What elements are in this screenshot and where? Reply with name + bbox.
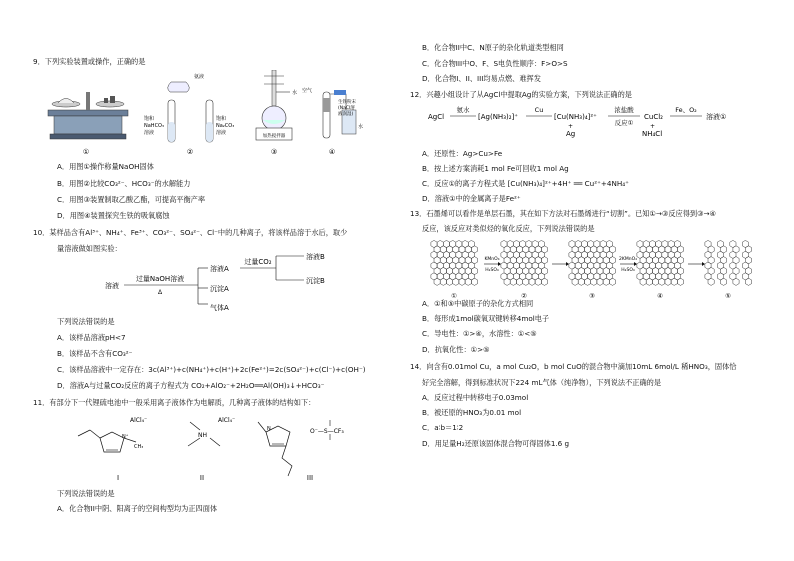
q13-stem-line2: 反应，该反应对类似烃的氧化反应，下列说法错误的是 <box>422 224 595 233</box>
q14-option-c: C．a∶b＝1∶2 <box>422 423 464 432</box>
q9-option-c: C．用图③装置制取乙酸乙酯，可提高平衡产率 <box>57 195 206 204</box>
q11-stem: 11．有部分下一代锂硫电池中一般采用离子液体作为电解质，几种离子液体的结构如下： <box>33 398 316 407</box>
svg-text:反应①: 反应① <box>614 119 634 127</box>
svg-text:[Ag(NH₃)₂]⁺: [Ag(NH₃)₂]⁺ <box>478 113 518 121</box>
svg-text:Ag: Ag <box>566 130 576 138</box>
svg-text:溶液①: 溶液① <box>706 113 727 121</box>
svg-text:III: III <box>306 474 314 482</box>
q9-option-d: D．用图④装置探究生铁的吸氧腐蚀 <box>57 211 170 220</box>
q9-figures <box>40 70 380 162</box>
q13-option-d: D．抗氧化性：①>⑤ <box>422 345 490 354</box>
svg-text:沉淀A: 沉淀A <box>210 285 229 293</box>
graphene-panel-5 <box>705 240 752 285</box>
svg-text:Fe、O₂: Fe、O₂ <box>675 106 697 114</box>
fig-num-3: ③ <box>270 148 278 156</box>
svg-text:溶液: 溶液 <box>216 130 227 136</box>
q10-stem-line1: 10．某样品含有Al³⁺、NH₄⁺、Fe³⁺、CO₃²⁻、SO₄²⁻、Cl⁻中的几种离子，将该样品溶于水后，取少 <box>33 228 348 237</box>
svg-text:I: I <box>116 474 120 482</box>
q14-option-d: D．用足量H₂还原该固体混合物可得固体1.6 g <box>422 439 570 448</box>
graphene-arrow-bottom-1: H₂SO₄ <box>485 268 499 273</box>
svg-text:+: + <box>568 123 574 130</box>
balance-figure <box>48 92 128 139</box>
svg-text:生铁粉末: 生铁粉末 <box>338 100 356 105</box>
svg-text:AlCl₄⁻: AlCl₄⁻ <box>130 417 148 424</box>
svg-text:气体A: 气体A <box>210 304 229 312</box>
q11-option-a: A．化合物II中阴、阳离子的空间构型均为正四面体 <box>57 504 218 513</box>
q11-option-d: D．化合物I、II、III均易点燃、难挥发 <box>422 74 541 83</box>
graphene-arrowhead-1 <box>498 262 501 266</box>
svg-text:N⁺: N⁺ <box>122 434 129 440</box>
q13-graphene-figure <box>428 238 768 300</box>
q14-stem-line2: 好完全溶解，得到标准状况下224 mL气体（纯净物），下列说法不正确的是 <box>422 378 662 387</box>
svg-text:NH: NH <box>198 432 207 439</box>
svg-text:CuCl₂: CuCl₂ <box>644 113 663 121</box>
svg-text:溶液: 溶液 <box>105 282 119 290</box>
graphene-label-3: ③ <box>589 292 595 300</box>
svg-text:NaHCO₃: NaHCO₃ <box>144 123 164 129</box>
svg-text:溶液B: 溶液B <box>306 253 325 261</box>
q13-option-c: C．导电性：①>④，水溶性：①<⑤ <box>422 329 537 338</box>
q10-flowchart <box>100 252 350 314</box>
svg-text:+: + <box>650 123 656 130</box>
svg-text:过量CO₂: 过量CO₂ <box>244 258 272 266</box>
svg-text:浓盐酸: 浓盐酸 <box>614 106 634 114</box>
svg-text:Cu: Cu <box>534 106 544 114</box>
svg-text:加热搅拌器: 加热搅拌器 <box>262 134 286 139</box>
svg-text:过量NaOH溶液: 过量NaOH溶液 <box>135 275 185 283</box>
graphene-label-2: ② <box>521 292 527 300</box>
svg-text:AgCl: AgCl <box>428 113 445 121</box>
graphene-panel-4 <box>637 240 684 285</box>
fig-num-2: ② <box>186 148 194 156</box>
q11-structures <box>70 410 380 485</box>
q10-option-a: A．该样品溶液pH<7 <box>57 333 126 342</box>
q11-question: 下列说法错误的是 <box>57 489 115 498</box>
svg-text:O⁻—S—CF₃: O⁻—S—CF₃ <box>310 428 344 435</box>
svg-text:(NaCl溶: (NaCl溶 <box>338 106 355 111</box>
graphene-label-1: ① <box>451 292 457 300</box>
q12-option-a: A．还原性：Ag>Cu>Fe <box>422 149 503 158</box>
svg-text:空气: 空气 <box>302 88 313 94</box>
q9-stem: 9．下列实验装置或操作，正确的是 <box>33 57 146 66</box>
svg-text:沉淀B: 沉淀B <box>306 277 325 285</box>
svg-text:AlCl₄⁻: AlCl₄⁻ <box>218 417 236 424</box>
svg-text:氨液: 氨液 <box>194 74 205 80</box>
svg-text:NH₄Cl: NH₄Cl <box>642 130 663 138</box>
graphene-panel-1 <box>431 240 478 285</box>
q12-option-d: D．溶液①中的金属离子是Fe²⁺ <box>422 194 521 203</box>
svg-text:II: II <box>199 474 205 482</box>
q10-option-b: B．该样品不含有CO₃²⁻ <box>57 349 133 358</box>
svg-text:[Cu(NH₃)₄]²⁺: [Cu(NH₃)₄]²⁺ <box>554 113 597 121</box>
q10-option-d: D．溶液A与过量CO₂反应的离子方程式为 CO₂+AlO₂⁻+2H₂O══Al(OH)₃↓+HCO₃⁻ <box>57 381 325 390</box>
q10-question: 下列说法错误的是 <box>57 317 115 326</box>
svg-text:饱和: 饱和 <box>216 116 227 122</box>
fig-num-4: ④ <box>328 148 336 156</box>
graphene-panel-2 <box>501 240 548 285</box>
q14-option-a: A．反应过程中转移电子0.03mol <box>422 393 529 402</box>
svg-text:N: N <box>267 426 271 432</box>
q9-option-b: B．用图②比较CO₃²⁻、HCO₃⁻的水解能力 <box>57 179 191 188</box>
graphene-panel-3 <box>569 240 616 285</box>
q12-stem: 12．兴趣小组设计了从AgCl中提取Ag的实验方案，下列说法正确的是 <box>410 90 632 99</box>
q13-option-a: A．①和⑤中碳原子的杂化方式相同 <box>422 299 534 308</box>
tubes-figure <box>168 82 213 142</box>
q10-option-c: C．该样品溶液中一定存在：3c(Al³⁺)+c(NH₄⁺)+c(H⁺)+2c(Fe²⁺)=2c(SO₄²⁻)+c(Cl⁻)+c(OH⁻) <box>57 365 366 374</box>
q10-stem-line2: 量溶液做如图实验： <box>57 244 122 253</box>
q12-option-b: B．按上述方案消耗1 mol Fe可回收1 mol Ag <box>422 164 569 173</box>
q13-stem-line1: 13．石墨烯可以看作是单层石墨，其在如下方法对石墨烯进行“切割”。已知①→③反应得到③→④ <box>410 209 716 218</box>
svg-text:氨水: 氨水 <box>456 106 470 114</box>
svg-text:液润湿): 液润湿) <box>338 112 354 117</box>
q13-option-b: B．每形成1mol碳氧双键转移4mol电子 <box>422 314 550 323</box>
graphene-arrowhead-4 <box>702 262 705 266</box>
svg-text:水: 水 <box>358 124 364 130</box>
graphene-arrow-bottom-3: H₂SO₄ <box>621 268 635 273</box>
svg-text:溶液: 溶液 <box>144 130 155 136</box>
q11-option-b: B．化合物II中C、N原子的杂化轨道类型相同 <box>422 43 564 52</box>
graphene-arrowhead-3 <box>634 262 637 266</box>
svg-text:Δ: Δ <box>157 289 163 296</box>
q12-flowchart <box>426 102 766 142</box>
graphene-label-4: ④ <box>657 292 663 300</box>
fig-num-1: ① <box>82 148 90 156</box>
svg-text:溶液A: 溶液A <box>210 265 229 273</box>
svg-text:饱和: 饱和 <box>144 116 155 122</box>
q11-option-c: C．化合物III中O、F、S电负性顺序：F>O>S <box>422 59 568 68</box>
graphene-arrow-top-1: KMnO₄ <box>484 257 500 262</box>
svg-text:CH₃: CH₃ <box>134 444 144 450</box>
flask-figure <box>256 70 292 140</box>
q14-option-b: B．被还原的HNO₃为0.01 mol <box>422 408 522 417</box>
svg-text:水: 水 <box>292 90 298 96</box>
graphene-arrow-top-3: 2KMnO₄ <box>619 257 637 262</box>
svg-text:Na₂CO₃: Na₂CO₃ <box>216 123 235 129</box>
q12-option-c: C．反应①的离子方程式是 [Cu(NH₃)₄]²⁺+4H⁺ ══ Cu²⁺+4NH₄⁺ <box>422 179 629 188</box>
graphene-label-5: ⑤ <box>725 292 731 300</box>
q14-stem-line1: 14．向含有0.01mol Cu，a mol Cu₂O，b mol CuO的混合物中滴加10mL 6mol/L 稀HNO₃，固体恰 <box>410 362 737 371</box>
graphene-arrowhead-2 <box>566 262 569 266</box>
q9-option-a: A．用图①操作称量NaOH固体 <box>57 162 154 171</box>
